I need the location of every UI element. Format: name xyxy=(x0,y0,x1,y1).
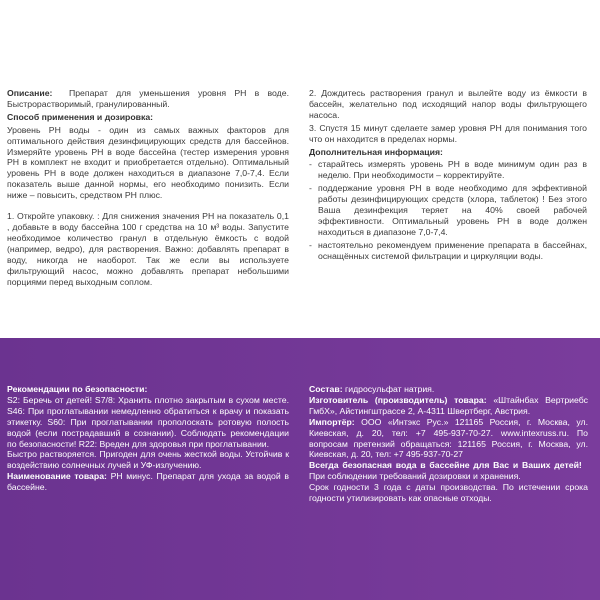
product-name-heading: Наименование товара: xyxy=(7,471,107,482)
usage-heading: Способ применения и дозировка: xyxy=(7,111,154,122)
motto-text: При соблюдении требований дозировки и хранения. xyxy=(309,471,521,482)
description-heading: Описание: xyxy=(7,88,53,98)
left-column xyxy=(7,88,289,289)
composition-text: гидросульфат натрия. xyxy=(345,384,435,394)
band-right-column xyxy=(309,384,588,504)
manufacturer-paragraph xyxy=(309,395,588,417)
description-paragraph xyxy=(7,88,289,110)
properties-text: Быстро растворяется. Пригоден для очень жесткой воды. Устойчив к воздействию солнечных лучей и УФ-излучению. xyxy=(7,449,289,471)
band-left-column xyxy=(7,384,289,493)
right-column xyxy=(309,88,587,264)
shelf-life-text: Срок годности 3 года с даты производства. По истечении срока годности утилизировать как опасные отходы. xyxy=(309,482,588,504)
product-name-paragraph xyxy=(7,471,289,493)
description-text: Препарат для уменьшения уровня PH в воде. Быстрорастворимый, гранулированный. xyxy=(7,88,289,109)
manufacturer-text: «Штайнбах Вертриебс ГмбХ», Айстингштрассе 2, А-4311 Швертберг, Австрия. xyxy=(309,394,588,416)
step-3: 3. Спустя 15 минут сделаете замер уровня PH для понимания того что он находится в пределах нормы. xyxy=(309,122,587,144)
importer-heading: Импортёр: xyxy=(309,416,355,427)
safety-heading: Рекомендации по безопасности: xyxy=(7,384,148,394)
extra-info-heading: Дополнительная информация: xyxy=(309,146,443,157)
motto-heading: Всегда безопасная вода в бассейне для Вас и Ваших детей! xyxy=(309,460,582,471)
safety-text: S2: Беречь от детей! S7/8: Хранить плотно закрытым в сухом месте. S46: При проглатывании немедленно обратиться к врачу и показать этикетку. S60: При проглатывании прополоскать ротовую полость водой (если пострадавший в сознании). Соблюдать рекомендации по безопасности! R22: Вреден для здоровья при проглатывании. xyxy=(7,394,289,449)
info-band xyxy=(0,338,600,600)
extra-info-item: - поддержание уровня PH в воде необходимо для эффективной работы дезинфицирующих средств (хлора, таблеток) ! Без этого Ваша дезинфекция теряет на 40% своей рабочей эффективности. Оптимальный уровень PH в воде должен находиться в диапазоне 7,0-7,4. xyxy=(309,183,587,237)
motto-paragraph xyxy=(309,460,588,482)
importer-text: ООО «Интэкс Рус.» 121165 Россия, г. Москва, ул. Киевская, д. 20, тел: +7 495-937-70-27. www.intexruss.ru. По вопросам претензий обращаться: 121165 Россия, г. Москва, ул. Киевская, д. 20, тел: +7 495-937-70-27 xyxy=(309,416,588,460)
step-2: 2. Дождитесь растворения гранул и вылейте воду из ёмкости в бассейн, желательно под исходящий напор воды фильтрующего насоса. xyxy=(309,88,587,120)
composition-heading: Состав: xyxy=(309,384,343,394)
step-1: 1. Откройте упаковку. : Для снижения значения PH на показатель 0,1 , добавьте в воду бассейна 100 г средства на 10 м³ воды. Запустите необходимое количество гранул в отдельную ёмкость с водой (например, ведро), для растворения. Важно: добавлять препарат в воду, никогда не наоборот. Так же если вы используете фильтрующий насос, можно добавлять препарат небольшими порциями перед выходным соплом. xyxy=(7,211,289,287)
usage-intro: Уровень PH воды - один из самых важных факторов для оптимального действия дезинфицирующих средств для бассейнов. Измеряйте уровень PH в воде бассейна (тестер измерения уровня PH в комплект не входит и приобретается отдельно). Оптимальный уровень PH в воде должен находиться в диапазоне 7,0-7,4. Если показатель выше данной нормы, его необходимо понизить. Если ниже – повысить, средством PH плюс. xyxy=(7,124,289,201)
extra-info-item: - старайтесь измерять уровень PH в воде минимум один раз в неделю. При необходимости – корректируйте. xyxy=(309,159,587,181)
manufacturer-heading: Изготовитель (производитель) товара: xyxy=(309,394,487,405)
extra-info-item: - настоятельно рекомендуем применение препарата в бассейнах, оснащённых системой фильтрации и циркуляции воды. xyxy=(309,239,587,261)
composition-paragraph xyxy=(309,384,588,395)
product-name-text: PH минус. Препарат для ухода за водой в бассейне. xyxy=(7,471,289,493)
importer-paragraph xyxy=(309,417,588,461)
